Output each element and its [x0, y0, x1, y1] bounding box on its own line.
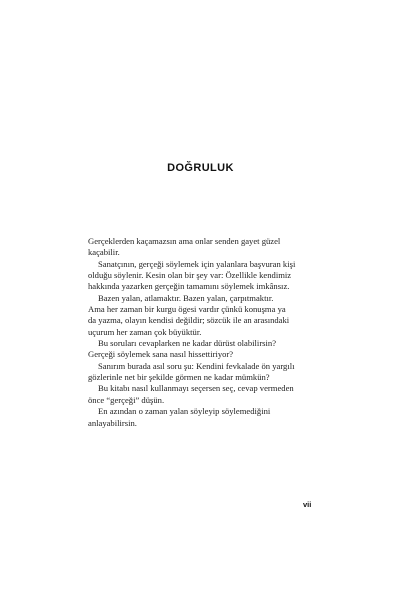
chapter-title: DOĞRULUK	[167, 162, 234, 174]
body-line: Sanırım burada asıl soru şu: Kendini fevkalade ön yargılı	[98, 360, 295, 371]
body-line: olduğu söylenir. Kesin olan bir şey var: Özellikle kendimiz	[88, 270, 292, 281]
body-line: kaçabilir.	[88, 247, 120, 258]
body-line: Bu kitabı nasıl kullanmayı seçersen seç, cevap vermeden	[98, 383, 294, 394]
body-line: Bu soruları cevaplarken ne kadar dürüst olabilirsin?	[98, 338, 277, 349]
body-line: Ama her zaman bir kurgu ögesi vardır çünkü konuşma ya	[88, 304, 286, 315]
body-line: Sanatçının, gerçeği söylemek için yalanlara başvuran kişi	[98, 258, 296, 269]
body-line: Gerçeklerden kaçamazsın ama onlar senden gayet güzel	[88, 236, 281, 246]
body-line: da yazma, olayın kendisi değildir; sözcük ile an arasındaki	[88, 315, 290, 326]
body-line: önce “gerçeği” düşün.	[88, 394, 165, 405]
body-line: Gerçeği söylemek sana nasıl hissettiriyor?	[88, 349, 234, 360]
body-line: anlayabilirsin.	[88, 417, 137, 428]
body-line: Bazen yalan, atlamaktır. Bazen yalan, çarpıtmaktır.	[98, 292, 274, 303]
body-line: uçurum her zaman çok büyüktür.	[88, 326, 202, 337]
chapter-body	[88, 236, 318, 429]
page-number: vii	[303, 500, 312, 509]
body-line: En azından o zaman yalan söyleyip söylemediğini	[98, 406, 271, 417]
body-line: hakkında yazarken gerçeğin tamamını söylemek imkânsız.	[88, 281, 290, 292]
body-line: gözlerinle net bir şekilde görmen ne kadar mümkün?	[88, 372, 270, 383]
